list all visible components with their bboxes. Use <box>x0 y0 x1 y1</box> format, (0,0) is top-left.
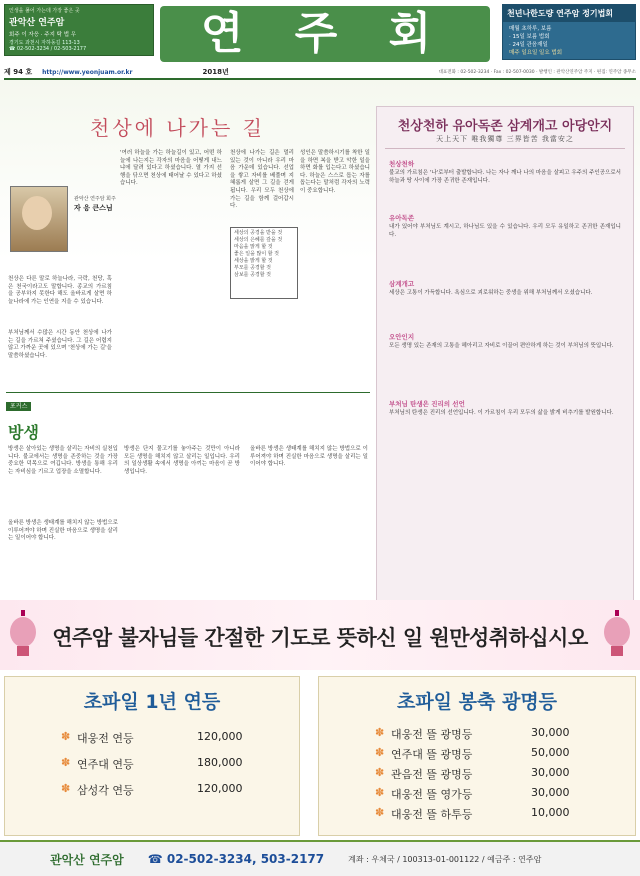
star-icon: ✽ <box>375 726 385 739</box>
footer-account: 계좌 : 우체국 / 100313-01-001122 / 예금주 : 연주암 <box>348 854 542 864</box>
article-column-3: 천상에 나가는 길은 멀리 있는 것이 아니라 우리 마음 가운데 있습니다. 선업을 쌓고 자비를 베풀며 지혜롭게 살면 그 길을 걷게 됩니다. 우리 모두 천상에 가는 길을 함께 걸어갑시다. <box>230 150 294 210</box>
meeting-ad-title: 천년나한도량 연주암 정기법회 <box>503 5 635 22</box>
author-caption <box>74 196 124 213</box>
dharma-meeting-ad <box>502 4 636 60</box>
sidebar-heading: 오안인지 <box>389 332 415 341</box>
sidebar-heading: 부처님 탄생은 진리의 선언 <box>389 399 465 408</box>
focus-tag: 포커스 <box>6 402 31 411</box>
sidebar-title: 천상천하 유아독존 삼계개고 아당안지 <box>397 119 613 134</box>
sidebar-heading: 유아독존 <box>389 214 415 223</box>
virtue-item: 세상의 은혜를 갚을 것 <box>234 237 283 243</box>
lantern-name: 연주대 뜰 광명등 <box>391 748 473 761</box>
price-row <box>61 782 265 798</box>
lantern-light-panel <box>318 676 636 836</box>
footer-phone: ☎ 02-502-3234, 503-2177 <box>147 852 325 866</box>
article-column-2: '여러 하늘을 가는 하늘길이 있고, 어떤 하늘에 나는지는 각자의 마음을 어떻게 내느냐에 달려 있다고 하셨습니다. 열 가지 선행을 닦으면 천상에 태어날 수 있다고 하셨습니다. <box>120 150 222 187</box>
ad-leaders: 회주 이 자응 · 주지 탁 법 우 <box>9 32 77 38</box>
focus-title: 방생 <box>8 423 39 442</box>
focus-column-3: 올바른 방생은 생태계를 해치지 않는 방법으로 이루어져야 하며 진실한 마음으로 생명을 살리는 일이어야 합니다. <box>250 446 368 468</box>
lantern-name: 대웅전 뜰 영가등 <box>391 788 473 801</box>
lantern-price: 120,000 <box>197 730 243 743</box>
issue-year: 2018년 <box>202 68 229 76</box>
sidebar-paragraph: 불교의 가르침은 '나'로부터 출발합니다. 나는 자나 깨나 나의 마음을 살피고 우주의 주인공으로서 하늘과 땅 사이에 가장 존귀한 존재입니다. <box>389 170 621 184</box>
star-icon: ✽ <box>375 746 385 759</box>
lantern-name: 관음전 뜰 광명등 <box>391 768 473 781</box>
sidebar-heading: 천상천하 <box>389 160 415 168</box>
price-row <box>375 726 619 742</box>
prayer-banner <box>0 600 640 670</box>
meeting-line: · 24일 관음재일 <box>509 42 548 48</box>
issue-bar <box>4 66 636 80</box>
lantern-name: 대웅전 뜰 광명등 <box>391 728 473 741</box>
panel-title: 초파일 1년 연등 <box>83 691 221 713</box>
sidebar-article <box>376 106 634 644</box>
article-column-4: 성인은 말씀하시기를 착한 일을 하면 복을 받고 악한 일을 하면 화를 입는다고 하셨습니다. 하늘은 스스로 돕는 자를 돕는다는 말처럼 각자의 노력이 중요합니다. <box>300 150 370 194</box>
lantern-price: 50,000 <box>531 746 570 759</box>
focus-column-1: 방생은 살아있는 생명을 살리는 자비의 실천입니다. 불교에서는 생명을 존중하는 것을 가장 중요한 덕목으로 여깁니다. 방생을 통해 우리는 자비심을 기르고 업장을 소멸합니다. <box>8 446 118 475</box>
lantern-price: 30,000 <box>531 786 570 799</box>
sidebar-paragraph: 모든 생명 있는 존재의 고통을 헤아리고 자비로 이끌어 편안하게 하는 것이 부처님의 뜻입니다. <box>389 342 614 349</box>
newsletter-title: 연 주 회 <box>200 8 450 59</box>
meeting-line: 매주 일요일 일요 법회 <box>509 50 563 56</box>
star-icon: ✽ <box>375 786 385 799</box>
article-column-1b: 부처님께서 수많은 시간 동안 천상에 나가는 길을 가르쳐 주셨습니다. 그 길은 어렵지 않고 가까운 곳에 있으며 '천상에 가는 길'을 말씀하셨습니다. <box>8 330 112 359</box>
lantern-name: 삼성각 연등 <box>77 784 134 797</box>
lantern-name: 대웅전 연등 <box>77 732 134 745</box>
footer <box>0 840 640 876</box>
monk-face <box>22 196 52 230</box>
author-name: 자 응 큰스님 <box>74 204 113 212</box>
lantern-name: 대웅전 뜰 하투등 <box>391 808 473 821</box>
issue-number: 제 94 호 <box>4 68 33 76</box>
article-column-1: 천상은 다른 말로 하늘나라, 극락, 천당, 혹은 천국이라고도 말합니다. 종교의 가르침을 공부하지 못한다 해도 올바르게 살면 하늘나라에 가는 인연을 지을 수 있습니다. <box>8 276 112 305</box>
lantern-year-panel <box>4 676 300 836</box>
panel-title: 초파일 봉축 광명등 <box>396 691 558 713</box>
lantern-icon <box>602 610 632 660</box>
contact-info: 대표전화 : 02-502-3234 · Fax : 02-507-0030 · 발행인 : 관악산연주암 주지 · 편집: 연주암 종무소 <box>438 70 636 75</box>
banner-text: 연주암 불자님들 간절한 기도로 뜻하신 일 원만성취하십시오 <box>52 626 588 650</box>
virtue-item: 세상을 밝게 할 것 <box>234 258 273 264</box>
focus-column-2: 방생은 단지 물고기를 놓아주는 것만이 아니라 모든 생명을 해치지 않고 살리는 일입니다. 우리의 일상생활 속에서 생명을 아끼는 마음이 곧 방생입니다. <box>124 446 240 475</box>
sidebar-hanja: 天上天下 唯我獨尊 三界皆苦 我當安之 <box>436 135 574 143</box>
author-role: 관악산 연주암 회주 <box>74 196 116 202</box>
focus-section <box>6 392 370 412</box>
meeting-line: · 15일 보름 법회 <box>509 34 550 40</box>
virtue-item: 세상의 공경을 받을 것 <box>234 230 283 236</box>
lantern-price: 10,000 <box>531 806 570 819</box>
virtue-item: 삼보를 공경할 것 <box>234 272 271 278</box>
lantern-icon <box>8 610 38 660</box>
ad-temple-name: 관악산 연주암 <box>9 18 65 28</box>
lantern-price: 30,000 <box>531 726 570 739</box>
meeting-line: 매월 초하루, 보름 <box>509 26 552 32</box>
price-row <box>375 786 619 802</box>
ad-address: 경기도 과천시 자하동길 113-13 <box>9 40 80 46</box>
lantern-price: 30,000 <box>531 766 570 779</box>
virtue-item: 부모를 공경할 것 <box>234 265 271 271</box>
website-link[interactable]: http://www.yeonjuam.or.kr <box>42 68 133 76</box>
focus-column-1b: 올바른 방생은 생태계를 해치지 않는 방법으로 이루어져야 하며 진실한 마음으로 생명을 살리는 일이어야 합니다. <box>8 520 118 542</box>
price-row <box>61 730 265 746</box>
star-icon: ✽ <box>375 806 385 819</box>
price-row <box>61 756 265 772</box>
sidebar-heading: 삼계개고 <box>389 280 415 289</box>
star-icon: ✽ <box>61 730 71 743</box>
price-row <box>375 766 619 782</box>
footer-temple-name: 관악산 연주암 <box>50 852 124 867</box>
virtue-list <box>234 230 296 279</box>
temple-ad <box>4 4 154 56</box>
star-icon: ✽ <box>61 756 71 769</box>
price-row <box>375 746 619 762</box>
sidebar-paragraph: 부처님의 탄생은 진리의 선언입니다. 이 가르침이 우리 모두의 삶을 밝게 비추기를 발원합니다. <box>389 409 614 416</box>
ad-tagline: 인생을 풀어 가는데 가장 좋은 곳 <box>9 8 80 14</box>
lantern-price: 180,000 <box>197 756 243 769</box>
lantern-price: 120,000 <box>197 782 243 795</box>
calligraphy-title: 천상에 나가는 길 <box>90 116 265 140</box>
ad-phone: ☎ 02-502-3234 / 02-503-2177 <box>9 46 87 52</box>
price-row <box>375 806 619 822</box>
sidebar-paragraph: 내가 있어야 부처님도 계시고, 하나님도 있을 수 있습니다. 우리 모두 유일하고 존귀한 존재입니다. <box>389 224 621 238</box>
sidebar-paragraph: 세상은 고통이 가득합니다. 욕심으로 괴로워하는 중생을 위해 부처님께서 오셨습니다. <box>389 290 593 297</box>
star-icon: ✽ <box>61 782 71 795</box>
virtue-item: 마음을 맑게 할 것 <box>234 244 273 250</box>
lantern-name: 연주대 연등 <box>77 758 134 771</box>
masthead <box>160 6 490 62</box>
star-icon: ✽ <box>375 766 385 779</box>
virtue-item: 좋은 일을 많이 할 것 <box>234 251 279 257</box>
